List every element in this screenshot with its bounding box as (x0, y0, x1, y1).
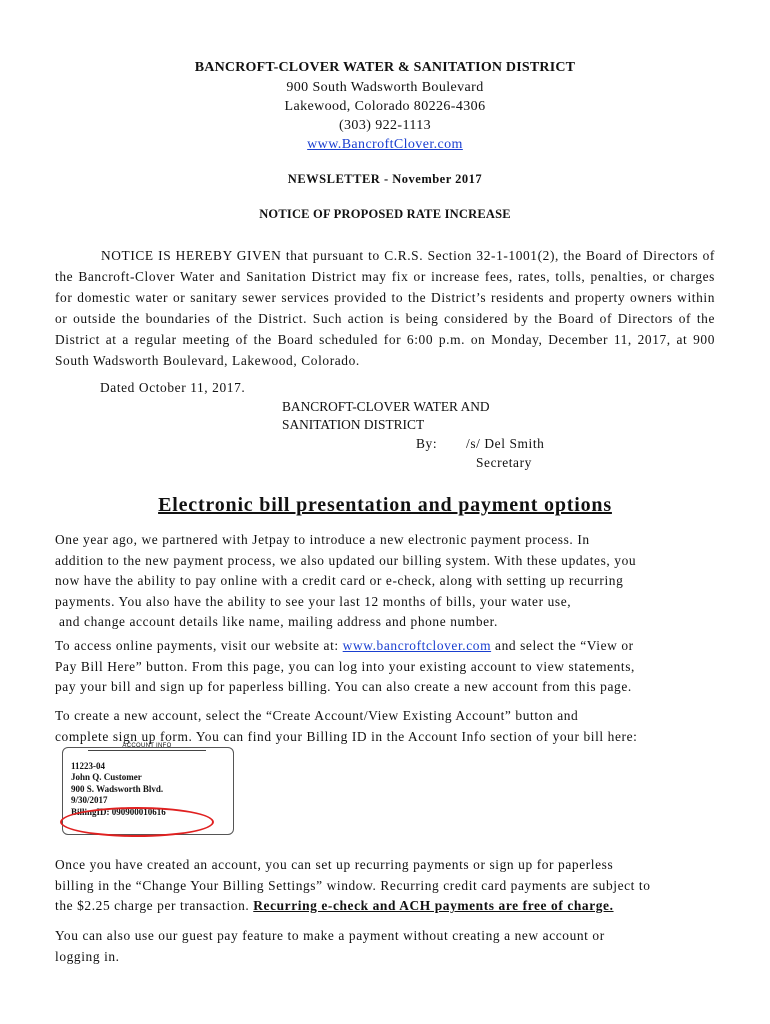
website-link[interactable]: www.BancroftClover.com (307, 137, 463, 152)
signature: /s/ Del Smith (466, 436, 545, 451)
p1-line: addition to the new payment process, we also updated our billing system. With these updates, you (55, 552, 637, 568)
city-address: Lakewood, Colorado 80226-4306 (284, 99, 486, 114)
paragraph-create-account (55, 706, 720, 747)
p1-line: and change account details like name, mailing address and phone number. (55, 614, 498, 629)
notice-body-block (55, 245, 715, 371)
bill-billing-id: BillingID: 090900010616 (71, 806, 166, 817)
p4-text: the $2.25 charge per transaction. (55, 898, 254, 913)
signer-org-line2: SANITATION DISTRICT (282, 417, 425, 432)
p1-line: now have the ability to pay online with a credit card or e-check, along with setting up recurring (55, 573, 624, 588)
p1-line: One year ago, we partnered with Jetpay to introduce a new electronic payment process. In (55, 532, 590, 547)
signer-org-line1: BANCROFT-CLOVER WATER AND (282, 399, 490, 414)
street-address: 900 South Wadsworth Boulevard (286, 80, 484, 95)
p2-line: pay your bill and sign up for paperless billing. You can also create a new account from this page. (55, 679, 632, 694)
p3-line: To create a new account, select the “Create Account/View Existing Account” button and (55, 708, 579, 723)
notice-title: NOTICE OF PROPOSED RATE INCREASE (259, 207, 511, 221)
p2-text-a: To access online payments, visit our website at: (55, 638, 343, 653)
bill-sample-image (58, 743, 236, 835)
org-name: BANCROFT-CLOVER WATER & SANITATION DISTRICT (194, 60, 576, 75)
bancroftclover-link[interactable]: www.bancroftclover.com (342, 638, 492, 653)
bill-address: 900 S. Wadsworth Blvd. (71, 783, 164, 794)
newsletter-date: NEWSLETTER - November 2017 (287, 172, 483, 186)
bill-account-number: 11223-04 (71, 761, 106, 771)
p5-line: logging in. (55, 948, 120, 964)
bill-header: ACCOUNT INFO (122, 743, 172, 749)
phone-number: (303) 922-1113 (338, 118, 432, 133)
p1-line: payments. You also have the ability to see your last 12 months of bills, your water use, (55, 593, 572, 609)
billing-id-highlight-oval (60, 807, 214, 837)
paragraph-recurring (55, 855, 720, 917)
paragraph-guest-pay (55, 926, 720, 967)
p4-line: Once you have created an account, you can set up recurring payments or sign up for paperless (55, 857, 614, 872)
p4-line (55, 896, 720, 917)
free-charge-note: Recurring e-check and ACH payments are free of charge. (253, 898, 614, 913)
notice-body: NOTICE IS HEREBY GIVEN that pursuant to C.R.S. Section 32-1-1001(2), the Board of Directors of the Bancroft-Clover Water and Sanitation District may fix or increase fees, rates, tolls, penalties, or charges for domestic water or sanitary sewer services provided to the District’s residents and property owners within or outside the boundaries of the District. Such action is being considered by the Board of Directors of the District at a regular meeting of the Board scheduled for 6:00 p.m. on Monday, December 11, 2017, at 900 South Wadsworth Boulevard, Lakewood, Colorado. (55, 248, 715, 368)
bill-customer-name: John Q. Customer (71, 772, 142, 783)
paragraph-online-payments (55, 636, 720, 698)
p5-line: You can also use our guest pay feature to make a payment without creating a new account or (55, 928, 605, 943)
by-label: By: (416, 436, 438, 451)
p4-line: billing in the “Change Your Billing Settings” window. Recurring credit card payments are subject to (55, 877, 651, 893)
paragraph-jetpay (55, 530, 720, 633)
signer-title: Secretary (476, 455, 532, 470)
bill-header-line (88, 750, 206, 751)
website-row (0, 137, 770, 153)
bill-date: 9/30/2017 (71, 795, 108, 806)
p2-line (55, 636, 720, 657)
p3-line: complete sign up form. You can find your Billing ID in the Account Info section of your bill here: (55, 728, 638, 744)
p2-line: Pay Bill Here” button. From this page, you can log into your existing account to view statements, (55, 658, 635, 674)
section-title: Electronic bill presentation and payment options (158, 494, 612, 516)
dated-line: Dated October 11, 2017. (100, 380, 246, 395)
p2-text-b: and select the “View or (491, 638, 634, 653)
